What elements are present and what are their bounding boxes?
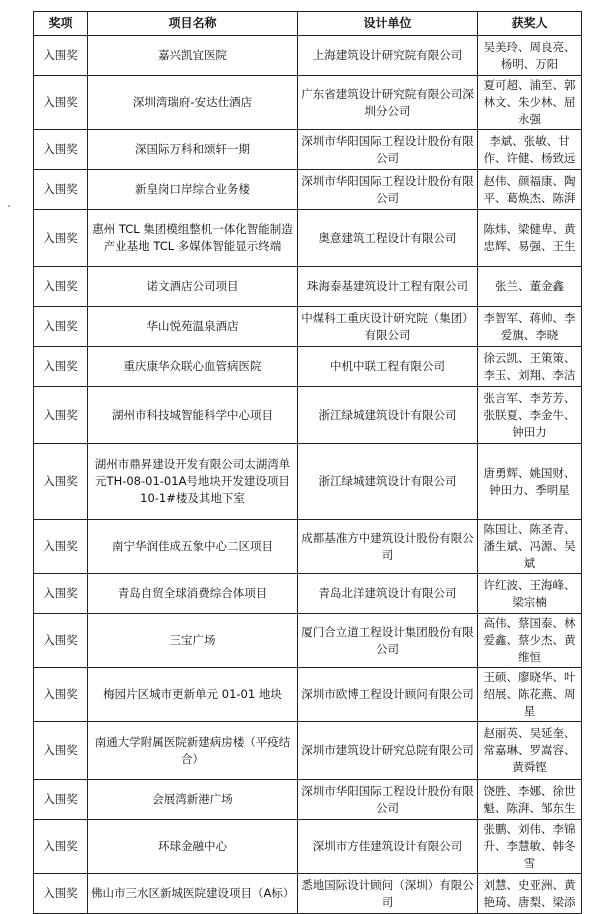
table-row [34,874,582,914]
winners-cell: 唐勇辉、姚国财、钟田力、季明星 [478,444,582,520]
unit-cell: 厦门合立道工程设计集团股份有限公司 [298,614,478,668]
award-cell: 入围奖 [34,780,88,820]
winners-cell: 吴美玲、周良亮、杨明、万阳 [478,36,582,76]
project-cell: 梅园片区城市更新单元 01-01 地块 [88,668,298,722]
header-project: 项目名称 [88,12,298,36]
table-row [34,722,582,780]
winners-cell: 赵伟、颜福康、陶平、葛焕杰、陈湃 [478,170,582,210]
winners-cell: 王硕、廖晓华、叶绍展、陈花燕、周星 [478,668,582,722]
project-cell: 惠州 TCL 集团模组整机一体化智能制造产业基地 TCL 多媒体智能显示终端 [88,210,298,267]
project-cell: 重庆康华众联心血管病医院 [88,347,298,387]
table-row [34,267,582,307]
winners-cell: 李斌、张敏、甘作、许健、杨致远 [478,130,582,170]
award-cell: 入围奖 [34,210,88,267]
winners-cell: 徐云凯、王策策、李玉、刘翔、李洁 [478,347,582,387]
table-row [34,210,582,267]
winners-cell: 夏可超、浦至、郭林文、朱少林、屈永强 [478,76,582,130]
award-cell: 入围奖 [34,444,88,520]
unit-cell: 上海建筑设计研究院有限公司 [298,36,478,76]
award-cell: 入围奖 [34,170,88,210]
winners-cell: 陈国让、陈圣青、潘生斌、冯源、吴斌 [478,520,582,574]
project-cell: 诺文酒店公司项目 [88,267,298,307]
project-cell: 湖州市科技城智能科学中心项目 [88,387,298,444]
award-cell: 入围奖 [34,267,88,307]
project-cell: 湖州市鼎昇建设开发有限公司太湖湾单元TH-08-01-01A号地块开发建设项目 10-1#楼及其地下室 [88,444,298,520]
unit-cell: 深圳市方佳建筑设计有限公司 [298,820,478,874]
award-cell: 入围奖 [34,820,88,874]
award-cell: 入围奖 [34,668,88,722]
project-cell: 嘉兴凯宜医院 [88,36,298,76]
winners-cell: 张言军、李芳芳、张朕夏、李金牛、钟田力 [478,387,582,444]
unit-cell: 成都基准方中建筑设计股份有限公司 [298,520,478,574]
table-row [34,347,582,387]
project-cell: 新皇岗口岸综合业务楼 [88,170,298,210]
unit-cell: 青岛北洋建筑设计有限公司 [298,574,478,614]
header-unit: 设计单位 [298,12,478,36]
winners-cell: 李智军、蒋帅、李爱旗、李晓 [478,307,582,347]
table-row [34,574,582,614]
unit-cell: 浙江绿城建筑设计有限公司 [298,387,478,444]
winners-cell: 刘慧、史亚洲、黄艳琦、唐梨、梁添 [478,874,582,914]
table-row [34,170,582,210]
project-cell: 青岛自贸全球消费综合体项目 [88,574,298,614]
award-cell: 入围奖 [34,76,88,130]
table-row [34,307,582,347]
scan-speck [8,205,10,207]
unit-cell: 广东省建筑设计研究院有限公司深圳分公司 [298,76,478,130]
header-award: 奖项 [34,12,88,36]
table-row [34,387,582,444]
table-row [34,130,582,170]
awards-table [33,11,582,914]
award-cell: 入围奖 [34,574,88,614]
project-cell: 华山悦苑温泉酒店 [88,307,298,347]
winners-cell: 赵丽英、吴延奎、常嘉琳、罗嵩容、黄舜铿 [478,722,582,780]
header-winners: 获奖人 [478,12,582,36]
project-cell: 佛山市三水区新城医院建设项目（A标） [88,874,298,914]
unit-cell: 深圳市华阳国际工程设计股份有限公司 [298,780,478,820]
project-cell: 会展湾新港广场 [88,780,298,820]
award-cell: 入围奖 [34,614,88,668]
unit-cell: 深圳市华阳国际工程设计股份有限公司 [298,130,478,170]
award-cell: 入围奖 [34,874,88,914]
award-cell: 入围奖 [34,520,88,574]
winners-cell: 张兰、董金鑫 [478,267,582,307]
unit-cell: 深圳市建筑设计研究总院有限公司 [298,722,478,780]
unit-cell: 中机中联工程有限公司 [298,347,478,387]
project-cell: 南宁华润佳成五象中心二区项目 [88,520,298,574]
award-cell: 入围奖 [34,130,88,170]
unit-cell: 深圳市欧博工程设计顾问有限公司 [298,668,478,722]
award-cell: 入围奖 [34,722,88,780]
unit-cell: 深圳市华阳国际工程设计股份有限公司 [298,170,478,210]
table-row [34,444,582,520]
table-row [34,614,582,668]
unit-cell: 奥意建筑工程设计有限公司 [298,210,478,267]
project-cell: 环球金融中心 [88,820,298,874]
winners-cell: 张鹏、刘伟、李锦升、李慧敏、韩冬雪 [478,820,582,874]
winners-cell: 陈炜、梁健卑、黄忠辉、易强、王生 [478,210,582,267]
award-cell: 入围奖 [34,307,88,347]
table-row [34,820,582,874]
table-row [34,668,582,722]
winners-cell: 许红波、王海峰、梁宗楠 [478,574,582,614]
winners-cell: 饶胜、李娜、徐世魁、陈湃、邹东生 [478,780,582,820]
project-cell: 深圳湾瑞府-安达仕酒店 [88,76,298,130]
table-row [34,36,582,76]
unit-cell: 悉地国际设计顾问（深圳）有限公司 [298,874,478,914]
project-cell: 深国际万科和颂轩一期 [88,130,298,170]
project-cell: 南通大学附属医院新建病房楼（平疫结合） [88,722,298,780]
table-row [34,76,582,130]
header-row [34,12,582,36]
table-row [34,520,582,574]
award-cell: 入围奖 [34,387,88,444]
unit-cell: 浙江绿城建筑设计有限公司 [298,444,478,520]
award-cell: 入围奖 [34,36,88,76]
table-row [34,780,582,820]
unit-cell: 珠海泰基建筑设计工程有限公司 [298,267,478,307]
unit-cell: 中煤科工重庆设计研究院（集团）有限公司 [298,307,478,347]
winners-cell: 高伟、蔡国泰、林爱鑫、蔡少杰、黄维恒 [478,614,582,668]
award-cell: 入围奖 [34,347,88,387]
project-cell: 三宝广场 [88,614,298,668]
